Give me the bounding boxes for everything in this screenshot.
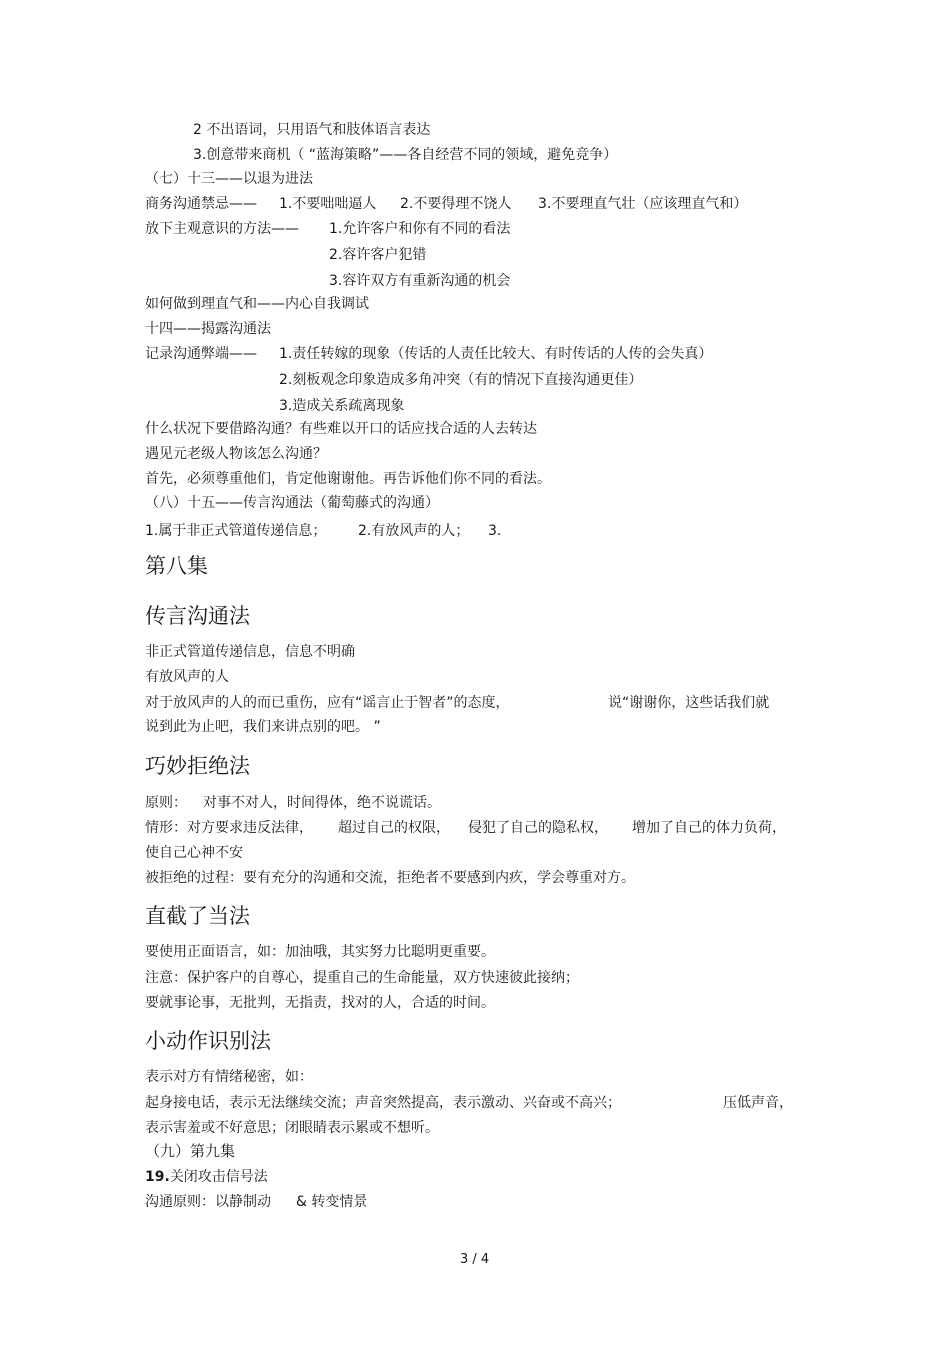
- list-item: 3.不要理直气壮（应该理直气和）: [538, 196, 748, 212]
- text-line: 起身接电话，表示无法继续交流；声音突然提高，表示激动、兴奋或不高兴；: [145, 1095, 621, 1111]
- text-line: & 转变情景: [296, 1194, 368, 1210]
- text-line: 要使用正面语言，如：加油哦，其实努力比聪明更重要。: [145, 944, 495, 960]
- text-line: 非正式管道传递信息，信息不明确: [145, 644, 355, 660]
- section-heading: 十四——揭露沟通法: [145, 321, 271, 337]
- list-item: 1.不要咄咄逼人: [279, 196, 377, 212]
- text-line: 3.创意带来商机（ “蓝海策略”——各自经营不同的领域，避免竞争）: [193, 147, 618, 163]
- page-number: 3 / 4: [460, 1252, 490, 1267]
- list-item: 1.允许客户和你有不同的看法: [329, 221, 511, 237]
- section-heading: 传言沟通法: [145, 604, 250, 628]
- text-line: 表示对方有情绪秘密，如：: [145, 1069, 313, 1085]
- text-line: 2 不出语词，只用语气和肢体语言表达: [193, 122, 431, 138]
- list-item: 3.造成关系疏离现象: [279, 398, 405, 414]
- list-item: 2.不要得理不饶人: [400, 196, 512, 212]
- text-line: 侵犯了自己的隐私权，: [468, 820, 608, 836]
- text-line: 商务沟通禁忌——: [145, 196, 257, 212]
- text-line: 沟通原则：以静制动: [145, 1194, 271, 1210]
- text-line: [145, 1168, 268, 1186]
- text-line: 什么状况下要借路沟通？有些难以开口的话应找合适的人去转达: [145, 421, 537, 437]
- text-line: 使自己心神不安: [145, 845, 243, 861]
- text-line: 对事不对人，时间得体，绝不说谎话。: [203, 795, 441, 811]
- text-line: 有放风声的人: [145, 669, 229, 685]
- text-line: 被拒绝的过程：要有充分的沟通和交流，拒绝者不要感到内疚，学会尊重对方。: [145, 870, 635, 886]
- section-heading: 小动作识别法: [145, 1029, 271, 1053]
- chapter-heading: 第八集: [145, 554, 208, 578]
- list-item: 1.属于非正式管道传递信息；: [145, 523, 327, 539]
- text-line: 情形：对方要求违反法律，: [145, 820, 313, 836]
- section-heading: （七）十三——以退为进法: [145, 171, 313, 187]
- text-line: 首先，必须尊重他们，肯定他谢谢他。再告诉他们你不同的看法。: [145, 471, 551, 487]
- list-item: 1.责任转嫁的现象（传话的人责任比较大、有时传话的人传的会失真）: [279, 346, 713, 362]
- list-item: 2.有放风声的人；: [358, 523, 470, 539]
- text-line: 要就事论事，无批判，无指责，找对的人，合适的时间。: [145, 995, 495, 1011]
- text-line: 原则：: [145, 795, 187, 811]
- list-item: 3.容许双方有重新沟通的机会: [329, 273, 511, 289]
- list-item: 2.容许客户犯错: [329, 247, 427, 263]
- list-item: 3.: [488, 523, 502, 539]
- list-item: 2.刻板观念印象造成多角冲突（有的情况下直接沟通更佳）: [279, 372, 643, 388]
- text-line: 记录沟通弊端——: [145, 346, 257, 362]
- text-line: 注意：保护客户的自尊心，提重自己的生命能量，双方快速彼此接纳；: [145, 970, 579, 986]
- text-line: 说到此为止吧，我们来讲点别的吧。 ”: [145, 719, 381, 735]
- section-heading: 巧妙拒绝法: [145, 754, 250, 778]
- text-line: 放下主观意识的方法——: [145, 221, 299, 237]
- section-heading: （九）第九集: [145, 1142, 236, 1160]
- text-line: 遇见元老级人物该怎么沟通？: [145, 446, 327, 462]
- text-line: 压低声音，: [723, 1095, 793, 1111]
- text-line: 表示害羞或不好意思；闭眼睛表示累或不想听。: [145, 1120, 439, 1136]
- item-number: 19.: [145, 1169, 170, 1185]
- text-line: 对于放风声的人的而已重伤，应有“谣言止于智者”的态度，: [145, 695, 510, 711]
- text-line: 说“谢谢你，这些话我们就: [608, 695, 770, 711]
- text-line: 如何做到理直气和——内心自我调试: [145, 296, 369, 312]
- item-title: 关闭攻击信号法: [169, 1169, 268, 1185]
- text-line: 增加了自己的体力负荷，: [632, 820, 786, 836]
- section-heading: （八）十五——传言沟通法（葡萄藤式的沟通）: [145, 495, 439, 511]
- text-line: 超过自己的权限，: [338, 820, 450, 836]
- section-heading: 直截了当法: [145, 904, 250, 928]
